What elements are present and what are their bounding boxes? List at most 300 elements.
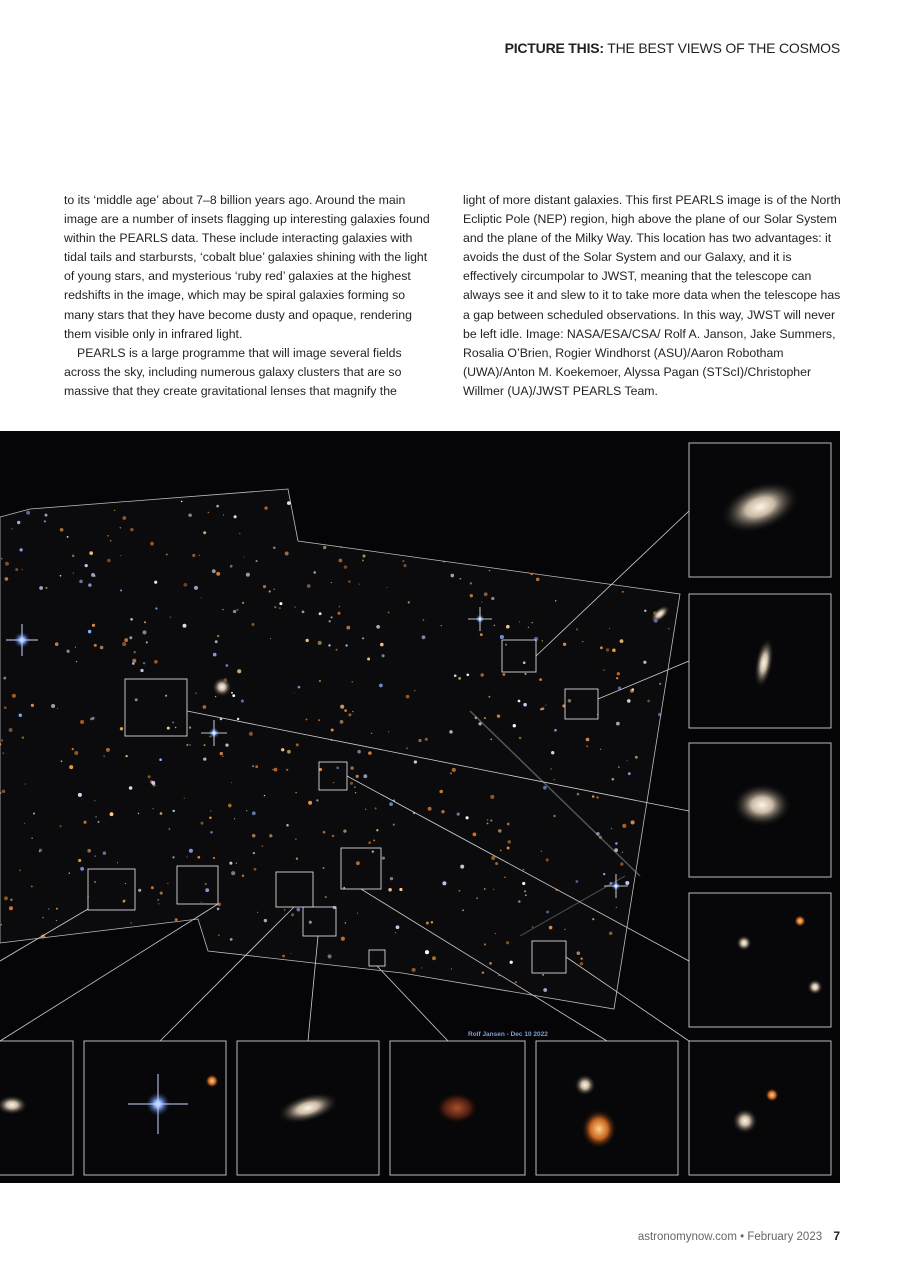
background-star: [188, 513, 191, 516]
background-star: [195, 692, 197, 694]
background-star: [564, 929, 565, 930]
background-star: [48, 908, 50, 910]
background-star: [107, 559, 111, 563]
background-star: [231, 871, 235, 875]
background-star: [213, 857, 215, 859]
background-star: [507, 847, 510, 850]
background-star: [337, 612, 340, 615]
background-star: [582, 641, 583, 642]
background-star: [125, 883, 126, 884]
background-star: [103, 851, 107, 855]
background-star: [343, 829, 346, 832]
background-star: [290, 953, 291, 954]
background-star: [234, 818, 235, 819]
background-star: [525, 894, 526, 895]
background-star: [488, 696, 490, 698]
background-star: [643, 661, 646, 664]
background-star: [518, 900, 521, 903]
inset-panel: [689, 1041, 831, 1175]
background-star: [563, 643, 566, 646]
background-star: [94, 881, 96, 883]
background-star: [368, 841, 371, 844]
background-star: [72, 555, 75, 558]
background-star: [323, 546, 326, 549]
background-star: [616, 907, 617, 908]
background-star: [236, 609, 238, 611]
background-star: [131, 922, 132, 923]
background-star: [252, 765, 254, 767]
background-star: [489, 962, 492, 965]
background-star: [294, 692, 295, 693]
background-star: [522, 869, 524, 871]
mosaic-footprint: [0, 489, 680, 1009]
background-star: [98, 821, 100, 823]
background-star: [80, 720, 84, 724]
background-star: [395, 932, 396, 933]
background-star: [104, 756, 105, 757]
background-star: [506, 625, 510, 629]
background-star: [190, 744, 191, 745]
background-star: [201, 822, 204, 825]
background-star: [503, 673, 506, 676]
background-star: [554, 729, 557, 732]
background-star: [568, 699, 572, 703]
background-star: [51, 704, 55, 708]
background-star: [555, 600, 557, 602]
background-star: [151, 886, 154, 889]
background-star: [92, 717, 95, 720]
background-star: [546, 911, 549, 914]
background-star: [106, 748, 110, 752]
background-star: [577, 951, 581, 955]
background-star: [213, 653, 217, 657]
background-star: [425, 950, 429, 954]
background-star: [632, 688, 634, 690]
background-star: [615, 842, 617, 844]
background-star: [606, 648, 609, 651]
background-star: [94, 855, 96, 857]
background-star: [487, 819, 488, 820]
background-star: [371, 733, 373, 735]
background-star: [242, 602, 244, 604]
background-star: [236, 862, 237, 863]
paragraph: PEARLS is a large programme that will image several fields across the sky, including numerous galaxy clusters that are so massive that they create gravitational lenses that magnify the: [64, 345, 402, 398]
background-star: [362, 637, 364, 639]
background-star: [172, 722, 174, 724]
background-star: [22, 736, 24, 738]
background-star: [484, 717, 486, 719]
background-star: [166, 553, 168, 555]
background-star: [622, 852, 623, 853]
background-star: [78, 859, 81, 862]
background-star: [239, 533, 240, 534]
background-star: [31, 704, 34, 707]
background-star: [296, 743, 299, 746]
background-star: [549, 926, 553, 930]
background-star: [157, 899, 159, 901]
background-star: [2, 752, 4, 754]
background-star: [138, 813, 139, 814]
background-star: [287, 750, 291, 754]
background-star: [308, 801, 312, 805]
background-star: [12, 694, 16, 698]
background-star: [348, 713, 351, 716]
background-star: [160, 892, 163, 895]
background-star: [460, 865, 464, 869]
background-star: [481, 602, 482, 603]
background-star: [94, 800, 95, 801]
background-star: [144, 621, 146, 623]
background-star: [167, 727, 170, 730]
background-star: [296, 858, 298, 860]
background-star: [414, 760, 417, 763]
background-star: [286, 769, 288, 771]
background-star: [659, 683, 661, 685]
paragraph: light of more distant galaxies. This first PEARLS image is of the North Ecliptic Pole (NEP) region, high above the plane of our Solar System and the plane of the Milky Way. This location has two advantages: it avoids the dust of the Solar System and our Galaxy, and it is effectively circumpolar to JWST, meaning that the telescope can always see it and slew to it to take more data when the telescope has a gap between scheduled observations. In this way, JWST will never be left idle. Image: NASA/ESA/CSA/ Rolf A. Janson, Jake Summers, Rosalia O’Brien, Rogier Windhorst (ASU)/Aaron Robotham (UWA)/Anton M. Koekemoer, Alyssa Pagan (STScI)/Christopher Willmer (UA)/JWST PEARLS Team.: [463, 193, 841, 398]
background-star: [363, 774, 367, 778]
background-star: [79, 580, 83, 584]
background-star: [338, 606, 340, 608]
background-star: [454, 674, 457, 677]
background-star: [78, 793, 82, 797]
background-star: [17, 521, 20, 524]
background-star: [181, 501, 183, 503]
background-star: [215, 640, 218, 643]
background-star: [412, 968, 416, 972]
background-star: [352, 711, 354, 713]
background-star: [246, 573, 250, 577]
background-star: [388, 612, 390, 614]
background-star: [189, 849, 193, 853]
background-star: [319, 612, 322, 615]
background-star: [611, 828, 612, 829]
background-star: [135, 698, 138, 701]
background-star: [542, 640, 543, 641]
background-star: [252, 834, 256, 838]
background-star: [389, 802, 393, 806]
background-star: [199, 555, 200, 556]
background-star: [61, 760, 63, 762]
background-star: [269, 834, 272, 837]
background-star: [406, 748, 407, 749]
background-star: [528, 627, 529, 628]
background-star: [524, 673, 526, 675]
background-star: [5, 562, 9, 566]
background-star: [553, 815, 555, 817]
background-star: [457, 813, 460, 816]
background-star: [333, 782, 334, 783]
background-star: [476, 897, 478, 899]
background-star: [450, 772, 452, 774]
background-star: [129, 636, 132, 639]
background-star: [426, 922, 429, 925]
background-star: [286, 824, 289, 827]
background-star: [498, 975, 499, 976]
background-star: [204, 744, 206, 746]
background-star: [253, 852, 255, 854]
background-star: [9, 728, 13, 732]
background-star: [644, 610, 646, 612]
body-column-right: [463, 191, 841, 401]
background-star: [173, 810, 175, 812]
background-star: [325, 896, 327, 898]
background-star: [26, 511, 30, 515]
background-star: [31, 885, 33, 887]
background-star: [175, 918, 178, 921]
background-star: [3, 677, 6, 680]
background-star: [388, 731, 389, 732]
background-star: [618, 766, 620, 768]
background-star: [169, 828, 171, 830]
background-star: [459, 578, 461, 580]
background-star: [350, 766, 353, 769]
background-star: [627, 760, 628, 761]
background-star: [88, 630, 91, 633]
background-star: [336, 649, 338, 651]
background-star: [356, 775, 359, 778]
background-star: [117, 862, 118, 863]
background-star: [273, 546, 276, 549]
background-star: [215, 696, 216, 697]
background-star: [507, 840, 511, 844]
background-star: [85, 564, 88, 567]
background-star: [473, 833, 477, 837]
background-star: [306, 639, 309, 642]
background-star: [1, 558, 2, 559]
background-star: [134, 651, 136, 653]
background-star: [338, 559, 342, 563]
background-star: [422, 635, 426, 639]
background-star: [425, 738, 428, 741]
background-star: [431, 921, 433, 923]
background-star: [493, 889, 494, 890]
background-star: [462, 909, 464, 911]
background-star: [184, 798, 185, 799]
background-star: [309, 921, 312, 924]
background-star: [450, 574, 454, 578]
background-star: [10, 899, 12, 901]
background-star: [367, 658, 370, 661]
background-star: [399, 888, 402, 891]
background-star: [148, 775, 151, 778]
background-star: [72, 748, 74, 750]
background-star: [130, 528, 133, 531]
background-star: [205, 883, 207, 885]
background-star: [592, 795, 595, 798]
background-star: [359, 584, 360, 585]
background-star: [518, 700, 521, 703]
header-section-title: THE BEST VIEWS OF THE COSMOS: [607, 40, 840, 56]
inset-panel: [536, 1041, 678, 1175]
background-star: [414, 690, 415, 691]
background-star: [175, 727, 177, 729]
background-star: [44, 520, 46, 522]
background-star: [550, 768, 551, 769]
background-star: [231, 782, 232, 783]
background-star: [220, 752, 223, 755]
background-star: [25, 783, 27, 785]
background-star: [285, 552, 289, 556]
background-star: [609, 932, 612, 935]
background-star: [200, 597, 201, 598]
background-star: [158, 903, 160, 905]
background-star: [580, 957, 582, 959]
background-star: [340, 705, 344, 709]
background-star: [344, 565, 347, 568]
background-star: [122, 642, 126, 646]
background-star: [291, 913, 294, 916]
background-star: [15, 568, 18, 571]
background-star: [532, 926, 534, 928]
background-star: [388, 888, 392, 892]
background-star: [9, 906, 13, 910]
background-star: [209, 817, 212, 820]
background-star: [545, 705, 546, 706]
background-star: [189, 726, 191, 728]
background-star: [210, 811, 211, 812]
background-star: [75, 646, 76, 647]
background-star: [531, 573, 533, 575]
background-star: [382, 856, 385, 859]
background-star: [57, 708, 58, 709]
background-star: [249, 732, 253, 736]
background-star: [230, 938, 233, 941]
background-star: [328, 644, 330, 646]
background-star: [393, 824, 395, 826]
background-star: [576, 628, 578, 630]
background-star: [628, 772, 631, 775]
background-star: [540, 708, 542, 710]
background-star: [482, 971, 485, 974]
background-star: [4, 706, 7, 709]
background-star: [39, 586, 43, 590]
background-star: [592, 918, 594, 920]
background-star: [484, 592, 488, 596]
background-star: [344, 709, 347, 712]
background-star: [183, 624, 187, 628]
background-star: [432, 956, 436, 960]
background-star: [350, 782, 353, 785]
background-star: [22, 569, 23, 570]
background-star: [138, 889, 141, 892]
background-star: [216, 505, 219, 508]
background-star: [120, 589, 122, 591]
background-star: [507, 823, 510, 826]
background-star: [60, 528, 64, 532]
background-star: [336, 767, 339, 770]
background-star: [357, 750, 361, 754]
background-star: [323, 867, 325, 869]
background-star: [225, 743, 228, 746]
background-star: [617, 672, 620, 675]
background-star: [33, 813, 35, 815]
background-star: [42, 917, 44, 919]
background-star: [441, 625, 442, 626]
background-star: [611, 778, 614, 781]
background-star: [66, 650, 69, 653]
background-star: [452, 768, 456, 772]
header-kicker: PICTURE THIS:: [504, 40, 604, 56]
background-star: [513, 724, 516, 727]
background-star: [123, 900, 126, 903]
background-star: [125, 755, 127, 757]
background-star: [373, 839, 375, 841]
background-star: [122, 516, 126, 520]
background-star: [331, 582, 332, 583]
background-star: [83, 821, 86, 824]
background-star: [451, 968, 452, 969]
background-star: [89, 551, 93, 555]
background-star: [647, 700, 650, 703]
background-star: [631, 820, 635, 824]
background-star: [356, 861, 360, 865]
deep-field-figure: [0, 431, 840, 1183]
background-star: [255, 765, 258, 768]
background-star: [586, 745, 588, 747]
background-star: [351, 681, 353, 683]
background-star: [233, 610, 236, 613]
background-star: [620, 862, 623, 865]
background-star: [257, 912, 258, 913]
page-number: 7: [833, 1229, 840, 1243]
background-star: [203, 705, 207, 709]
background-star: [210, 831, 213, 834]
background-star: [132, 659, 136, 663]
background-star: [495, 933, 496, 934]
background-star: [328, 954, 332, 958]
background-star: [232, 694, 235, 697]
background-star: [302, 611, 305, 614]
background-star: [264, 919, 267, 922]
background-star: [542, 974, 544, 976]
page-footer: [638, 1229, 840, 1243]
background-star: [279, 602, 282, 605]
inset-panel: [689, 893, 831, 1027]
background-star: [543, 786, 547, 790]
background-star: [365, 809, 366, 810]
background-star: [226, 664, 229, 667]
background-star: [423, 619, 425, 621]
background-star: [205, 888, 209, 892]
background-star: [386, 587, 387, 588]
background-star: [222, 756, 223, 757]
background-star: [495, 862, 498, 865]
background-star: [466, 816, 469, 819]
background-star: [363, 555, 366, 558]
background-star: [443, 561, 445, 563]
background-star: [244, 556, 245, 557]
background-star: [546, 858, 549, 861]
background-star: [154, 660, 158, 664]
background-star: [11, 528, 12, 529]
background-star: [331, 729, 334, 732]
background-star: [357, 913, 358, 914]
background-star: [380, 643, 384, 647]
background-star: [262, 845, 264, 847]
background-star: [114, 510, 115, 511]
background-star: [242, 875, 244, 877]
background-star: [0, 792, 1, 793]
background-star: [120, 555, 121, 556]
background-star: [264, 506, 267, 509]
background-star: [609, 628, 610, 629]
background-star: [91, 573, 95, 577]
background-star: [441, 810, 444, 813]
background-star: [4, 896, 8, 900]
background-star: [159, 758, 162, 761]
background-star: [575, 880, 578, 883]
background-star: [313, 571, 316, 574]
